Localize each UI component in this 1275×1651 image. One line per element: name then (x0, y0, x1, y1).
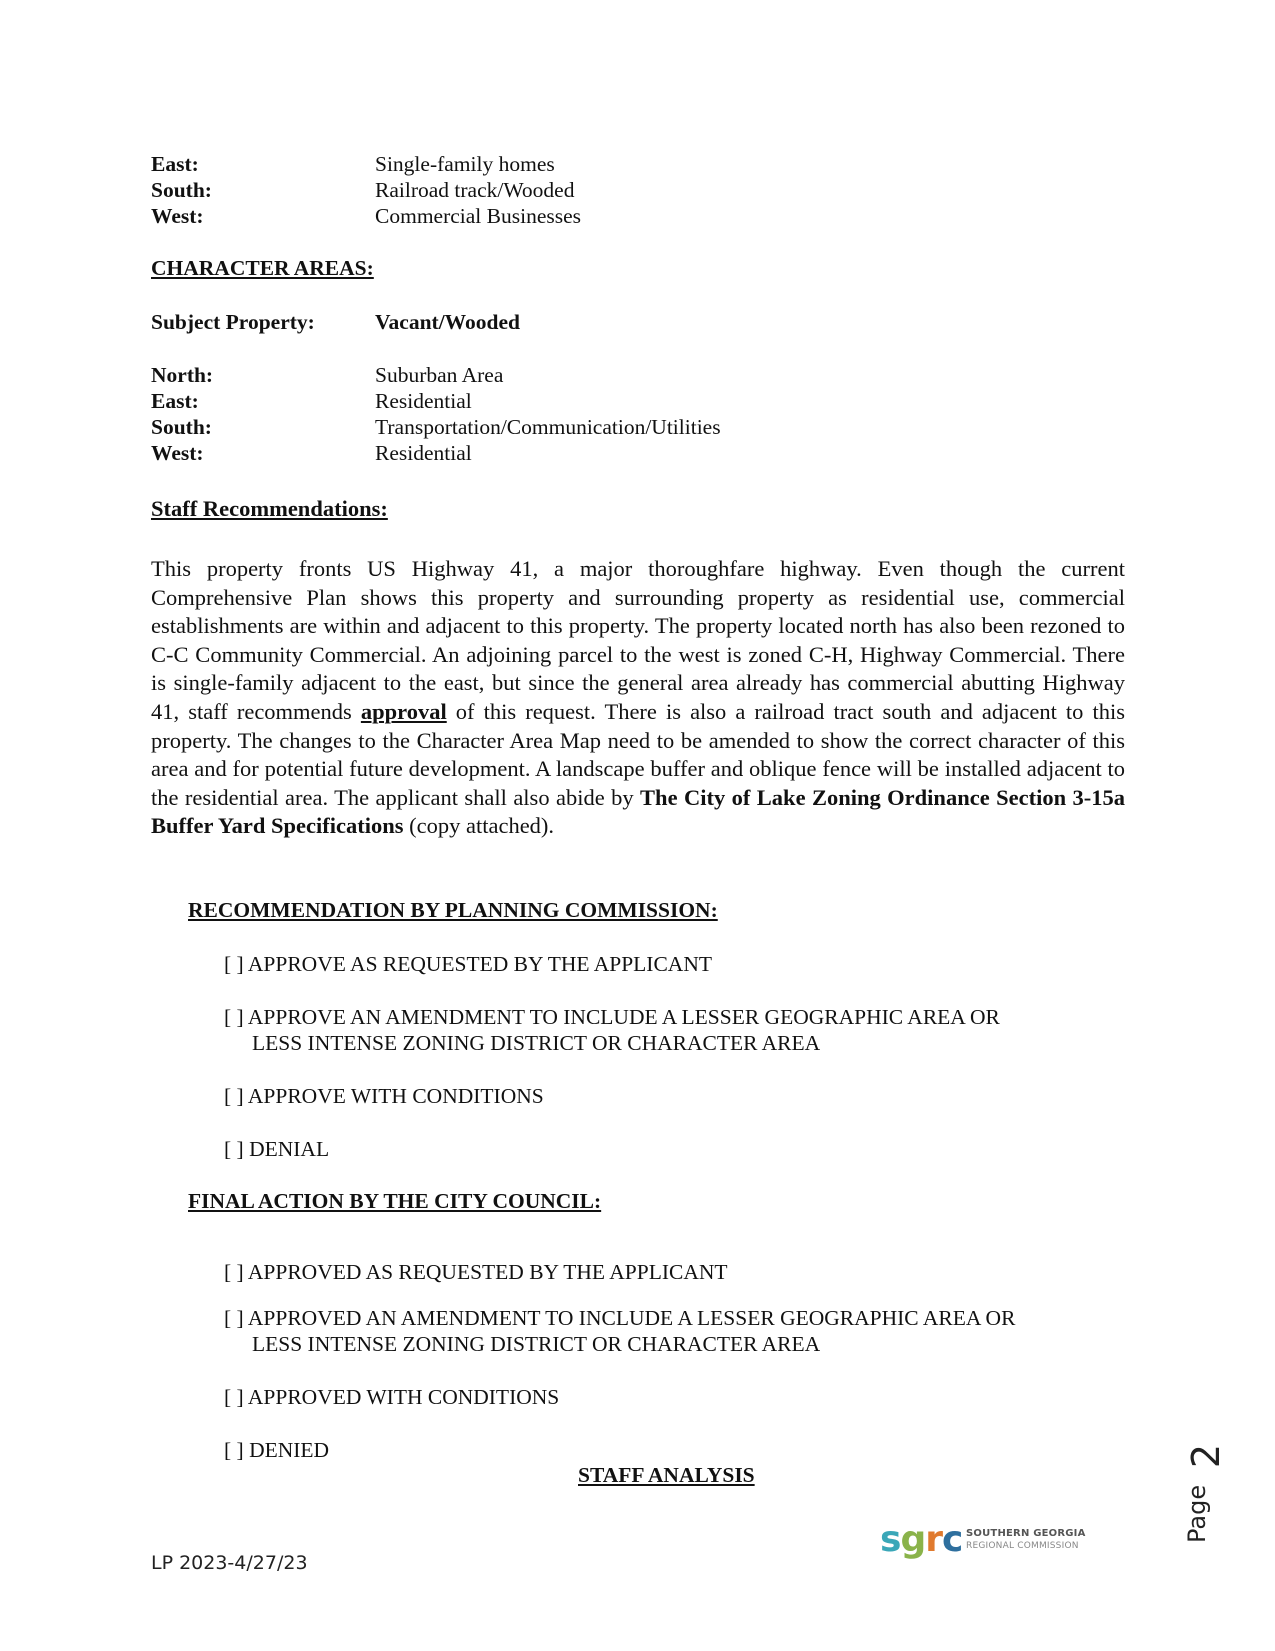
planning-commission-heading: RECOMMENDATION BY PLANNING COMMISSION: (188, 898, 718, 922)
council-option (224, 1437, 329, 1463)
direction-label: West: (151, 204, 204, 228)
council-option (224, 1259, 728, 1285)
character-area-value: Residential (375, 389, 472, 413)
character-area-value: Residential (375, 441, 472, 465)
planning-option (224, 1136, 329, 1162)
staff-analysis-heading: STAFF ANALYSIS (578, 1463, 755, 1487)
recommendation-text: of this request. There is also a railroad tract south and adjacent to this property. The changes to the Character Area Map need to be amended to show the correct character of this area and for potential future development. A landscape buffer and oblique fence will be installed adjacent to the residential area. The applicant shall also abide by (151, 698, 1125, 810)
council-option (224, 1384, 559, 1410)
land-use-value: Commercial Businesses (375, 204, 582, 228)
council-option (224, 1305, 1015, 1357)
staff-recommendations-paragraph (151, 555, 1125, 841)
option-text: [ ] APPROVED AN AMENDMENT TO INCLUDE A LESSER GEOGRAPHIC AREA OR (224, 1306, 1016, 1330)
option-text-continued: LESS INTENSE ZONING DISTRICT OR CHARACTER AREA (252, 1332, 821, 1356)
footer-reference: LP 2023-4/27/23 (151, 1552, 308, 1574)
direction-label: West: (151, 441, 204, 465)
page-number: 2 (1184, 1443, 1228, 1469)
character-areas-heading: CHARACTER AREAS: (151, 256, 374, 280)
staff-recommendations-heading: Staff Recommendations: (151, 496, 388, 521)
direction-label: East: (151, 152, 199, 176)
direction-label: South: (151, 415, 212, 439)
option-text: [ ] APPROVE AN AMENDMENT TO INCLUDE A LESSER GEOGRAPHIC AREA OR (224, 1005, 1000, 1029)
direction-label: East: (151, 389, 199, 413)
option-text: [ ] APPROVED WITH CONDITIONS (224, 1385, 560, 1409)
option-text: [ ] APPROVED AS REQUESTED BY THE APPLICANT (224, 1260, 728, 1284)
subject-property-value: Vacant/Wooded (375, 310, 520, 334)
option-text: [ ] APPROVE WITH CONDITIONS (224, 1084, 544, 1108)
land-use-value: Single-family homes (375, 152, 555, 176)
logo-line1: SOUTHERN GEORGIA (966, 1528, 1086, 1539)
city-council-heading: FINAL ACTION BY THE CITY COUNCIL: (188, 1189, 602, 1213)
logo-line2: REGIONAL COMMISSION (966, 1541, 1079, 1551)
land-use-value: Railroad track/Wooded (375, 178, 575, 202)
direction-label: South: (151, 178, 212, 202)
page-number-marker (1164, 1443, 1234, 1550)
character-area-value: Transportation/Communication/Utilities (375, 415, 721, 439)
recommendation-text: (copy attached). (403, 813, 555, 839)
character-area-value: Suburban Area (375, 363, 504, 387)
planning-option (224, 951, 712, 977)
ordinance-reference: The City of Lake Zoning Ordinance Section 3-15a Buffer Yard Specifications (151, 784, 1125, 839)
subject-property-label: Subject Property: (151, 310, 315, 334)
planning-option (224, 1004, 1000, 1056)
option-text: [ ] APPROVE AS REQUESTED BY THE APPLICANT (224, 952, 712, 976)
page-word: Page (1183, 1484, 1211, 1543)
option-text: [ ] DENIAL (224, 1137, 330, 1161)
option-text-continued: LESS INTENSE ZONING DISTRICT OR CHARACTER AREA (252, 1031, 821, 1055)
option-text: [ ] DENIED (224, 1438, 330, 1462)
recommendation-text: This property fronts US Highway 41, a major thoroughfare highway. Even though the current Comprehensive Plan shows this property and surrounding property as residential use, commercial establishments are within and adjacent to this property. The property located north has also been rezoned to C-C Community Commercial. An adjoining parcel to the west is zoned C-H, Highway Commercial. There is single-family adjacent to the east, but since the general area already has commercial abutting Highway 41, staff recommends (151, 556, 1125, 724)
logo-letters: sgrc (880, 1519, 963, 1560)
recommendation-emphasis: approval (360, 698, 447, 724)
planning-option (224, 1083, 544, 1109)
direction-label: North: (151, 363, 214, 387)
sgrc-logo (880, 1518, 1090, 1568)
